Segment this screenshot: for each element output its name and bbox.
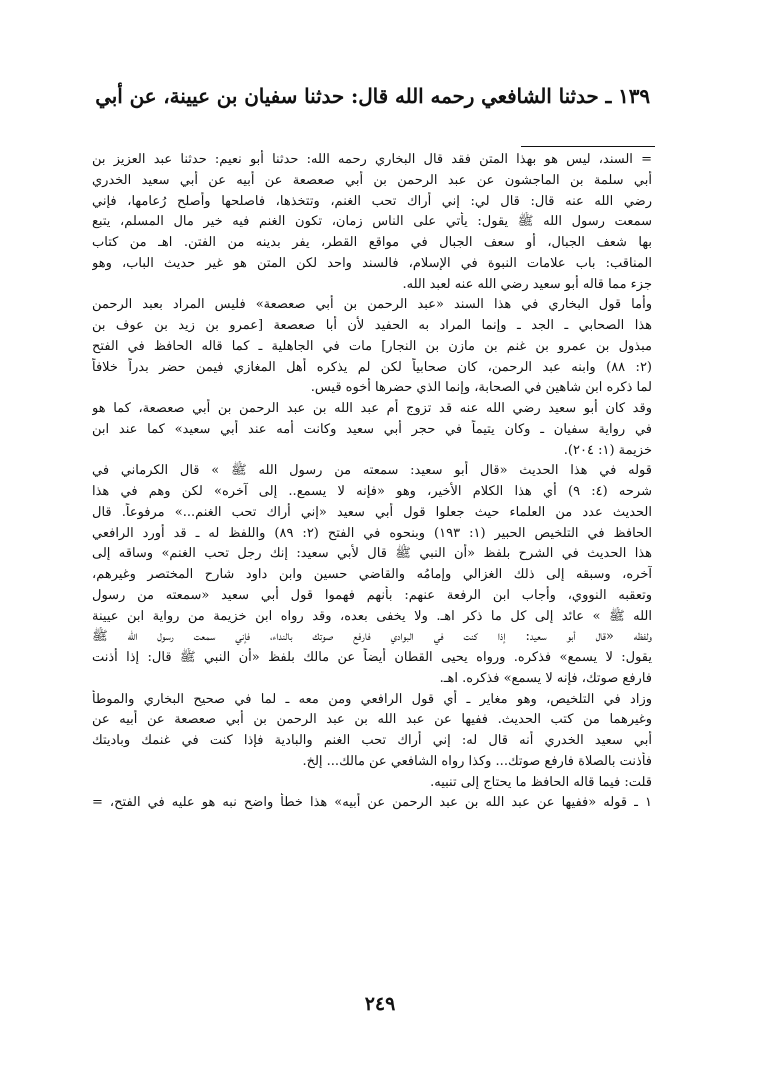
- footnote-line: المناقب: باب علامات النبوة في الإسلام، فالسند واحد لكن المتن هو غير حديث الباب، وهو: [92, 255, 652, 271]
- footnote-line: فارفع صوتك، فإنه لا يسمع» فذكره. اهـ.: [439, 670, 652, 686]
- footnote-line: وتعقبه النووي، وأجاب ابن الرفعة عنهم: بأنهم فهموا قول أبي سعيد «سمعته من رسول: [92, 587, 652, 603]
- footnote-line: يقول: لا يسمع» فذكره. ورواه يحيى القطان أيضاً عن مالك بلفظ «أن النبي ﷺ قال: إذا أذنت: [92, 650, 652, 665]
- footnote-line: ١ ـ قوله «ففيها عن عبد الله بن عبد الرحمن عن أبيه» هذا خطأ واضح نبه هو عليه في الفتح، =: [92, 795, 652, 811]
- page-number: ٢٤٩: [364, 993, 396, 1015]
- footnote-line: شرحه (٤: ٩) أي هذا الكلام الأخير، وهو «فإنه لا يسمع.. إلى آخره» لكن وهم في هذا: [92, 484, 652, 499]
- footnote-line: (٢: ٨٨) وابنه عبد الرحمن، كان صحابياً لكن لم يذكره أهل المغازي فيمن حضر بدراً خلافاً: [92, 359, 652, 375]
- footnotes: [92, 150, 652, 814]
- footnote-line: أبي سلمة بن الماجشون عن عبد الرحمن بن أبي صعصعة عن أبيه عن أبي سعيد الخدري: [92, 172, 652, 188]
- footnote-line: هذا الصحابي ـ الجد ـ وإنما المراد به الحفيد لأن أبا صعصعة [عمرو بن زيد بن عوف بن: [92, 318, 652, 333]
- footnote-line: لما ذكره ابن شاهين في الصحابة، وإنما الذي حضرها أخوه قيس.: [310, 380, 652, 396]
- footnote-line: خزيمة (١: ٢٠٤).: [563, 442, 652, 458]
- footnote-line: الله ﷺ » عائد إلى كل ما ذكر اهـ. ولا يخفى بعده، وقد رواه ابن خزيمة من رواية ابن عيينة: [92, 608, 652, 624]
- footnote-line: في رواية سفيان ـ وكان يتيماً في حجر أبي سعيد وكانت أمه عند أبي سعيد» كما عند ابن: [92, 421, 652, 437]
- hadith-heading: ١٣٩ ـ حدثنا الشافعي رحمه الله قال: حدثنا سفيان بن عيينة، عن أبي: [95, 84, 650, 108]
- footnote-line: الحافظ في التلخيص الحبير (١: ١٩٣) وبنحوه في الفتح (٢: ٨٩) واللفظ له ـ قد أورد الرافعي: [92, 525, 652, 541]
- footnote-line: وقد كان أبو سعيد رضي الله عنه قد تزوج أم عبد الله بن عبد الرحمن بن أبي صعصعة، كما هو: [92, 401, 652, 416]
- footnote-line: وأما قول البخاري في هذا السند «عبد الرحمن بن أبي صعصعة» فليس المراد بعبد الرحمن: [92, 297, 652, 313]
- footnote-line: وزاد في التلخيص، وهو مغاير ـ أي قول الرافعي ومن معه ـ لما في صحيح البخاري والموطأ: [92, 691, 652, 707]
- footnote-line: = السند، ليس هو بهذا المتن فقد قال البخاري رحمه الله: حدثنا أبو نعيم: حدثنا عبد العزيز بن: [92, 152, 652, 167]
- footnote-line: مبذول بن عمرو بن غنم بن مازن بن النجار] مات في الجاهلية ـ كما قاله الحافظ في الفتح: [92, 338, 652, 354]
- footnote-line: سمعت رسول الله ﷺ يقول: يأتي على الناس زمان، تكون الغنم فيه خير مال المسلم، يتبع: [92, 214, 652, 230]
- footnote-line: هذا الحديث في الشرح بلفظ «أن النبي ﷺ قال لأبي سعيد: إنك رجل تحب الغنم» وساقه إلى: [92, 546, 652, 562]
- footnote-line: قلت: فيما قاله الحافظ ما يحتاج إلى تنبيه.: [430, 774, 652, 790]
- footnote-line: أبي سعيد الخدري أنه قال له: إني أراك تحب الغنم والبادية فإذا كنت في غنمك وباديتك: [92, 733, 652, 748]
- footnote-line: ولفظه «قال أبو سعيد: إذا كنت في البوادي فارفع صوتك بالنداء، فإني سمعت رسول الله ﷺ: [92, 629, 652, 645]
- footnote-line: وغيرهما من كتب الحديث. ففيها عن عبد الله بن عبد الرحمن بن أبي صعصعة عن أبيه عن: [92, 712, 652, 728]
- footnote-line: جزء مما قاله أبو سعيد رضي الله عنه لعبد الله.: [402, 276, 652, 292]
- footnote-line: فأذنت بالصلاة فارفع صوتك... وكذا رواه الشافعي عن مالك... إلخ.: [302, 753, 652, 769]
- footnote-line: الحديث عدد من العلماء حيث جعلوا قول أبي سعيد «إني أراك تحب الغنم...» مرفوعاً. قال: [92, 504, 652, 520]
- footnote-line: آخره، وسبقه إلى ذلك الغزالي وإمامُه والقاضي حسين وابن داود شارح المختصر وغيرهم،: [92, 567, 652, 582]
- footnote-separator: [521, 146, 655, 147]
- footnote-line: قوله في هذا الحديث «قال أبو سعيد: سمعته من رسول الله ﷺ » قال الكرماني في: [92, 463, 652, 479]
- footnote-line: رضي الله عنه قال: قال لي: إني أراك تحب الغنم، وتتخذها، فاصلحها وأصلح رُعامها، فإني: [92, 193, 652, 209]
- footnote-line: بها شعف الجبال، أو سعف الجبال في مواقع القطر، يفر بدينه من الفتن. اهـ من كتاب: [92, 235, 652, 250]
